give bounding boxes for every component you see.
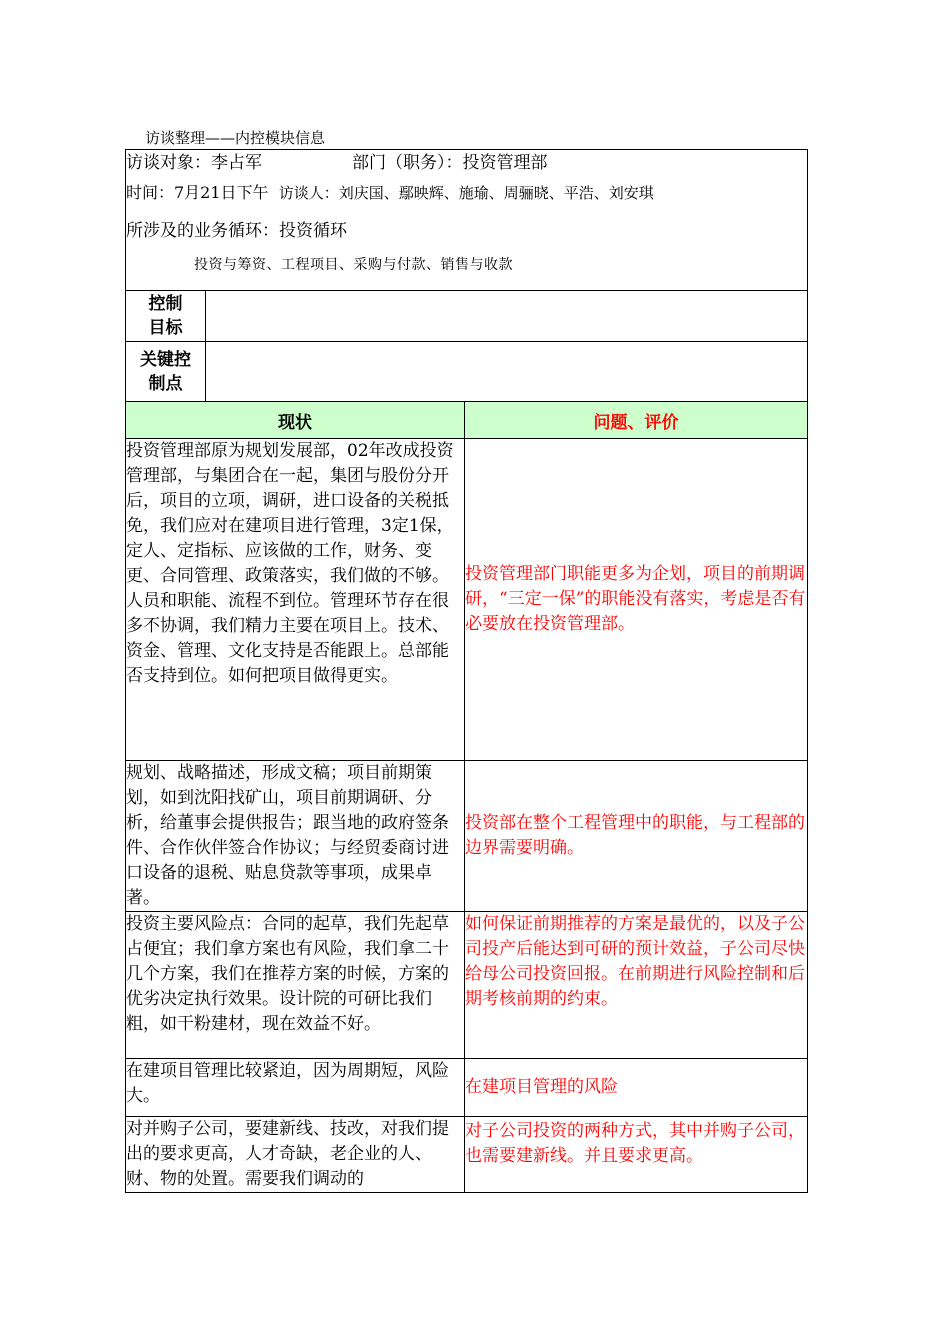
table-row <box>126 912 808 1059</box>
control-objective-value <box>206 291 808 342</box>
header-cell <box>126 150 808 291</box>
business-cycle: 所涉及的业务循环：投资循环 <box>126 221 347 241</box>
business-cycle-items: 投资与筹资、工程项目、采购与付款、销售与收款 <box>194 257 513 273</box>
interviewee: 访谈对象：李占军 <box>126 153 262 173</box>
time-line <box>126 182 807 220</box>
issue-cell: 如何保证前期推荐的方案是最优的，以及子公司投产后能达到可研的预计效益，子公司尽快给母公司投资回报。在前期进行风险控制和后期考核前期的约束。 <box>465 912 808 1059</box>
control-objective-label: 控制目标 <box>126 291 206 342</box>
interview-table <box>125 149 808 1193</box>
interviewee-line <box>126 150 807 182</box>
header-row <box>126 150 808 291</box>
issue-cell: 在建项目管理的风险 <box>465 1059 808 1117</box>
issue-cell: 投资部在整个工程管理中的职能，与工程部的边界需要明确。 <box>465 761 808 912</box>
table-row <box>126 439 808 761</box>
control-objective-row <box>126 291 808 342</box>
status-column-header: 现状 <box>126 402 465 439</box>
issue-cell: 投资管理部门职能更多为企划，项目的前期调研，“三定一保”的职能没有落实，考虑是否有必要放在投资管理部。 <box>465 439 808 761</box>
issues-column-header: 问题、评价 <box>465 402 808 439</box>
interviewers: 访谈人：刘庆国、鄢映辉、施瑜、周骊晓、平浩、刘安琪 <box>278 184 654 202</box>
department: 部门（职务）：投资管理部 <box>352 153 548 173</box>
interview-time: 时间：7月21日下午 <box>126 183 269 202</box>
status-cell: 在建项目管理比较紧迫，因为周期短，风险大。 <box>126 1059 465 1117</box>
key-control-point-row <box>126 342 808 402</box>
table-row <box>126 1117 808 1193</box>
status-cell: 规划、战略描述，形成文稿；项目前期策划，如到沈阳找矿山，项目前期调研、分析，给董事会提供报告；跟当地的政府签条件、合作伙伴签合作协议；与经贸委商讨进口设备的退税、贴息贷款等事项，成果卓著。 <box>126 761 465 912</box>
table-row <box>126 1059 808 1117</box>
issue-cell: 对子公司投资的两种方式，其中并购子公司，也需要建新线。并且要求更高。 <box>465 1117 808 1193</box>
document-title: 访谈整理——内控模块信息 <box>145 129 326 147</box>
key-control-point-label: 关键控制点 <box>126 342 206 402</box>
status-cell: 投资管理部原为规划发展部，02年改成投资管理部，与集团合在一起，集团与股份分开后，项目的立项，调研，进口设备的关税抵免，我们应对在建项目进行管理，3定1保，定人、定指标、应该做的工作，财务、变更、合同管理、政策落实，我们做的不够。人员和职能、流程不到位。管理环节存在很多不协调，我们精力主要在项目上。技术、资金、管理、文化支持是否能跟上。总部能否支持到位。如何把项目做得更实。 <box>126 439 465 761</box>
table-row <box>126 761 808 912</box>
status-cell: 投资主要风险点：合同的起草，我们先起草占便宜；我们拿方案也有风险，我们拿二十几个方案，我们在推荐方案的时候，方案的优劣决定执行效果。设计院的可研比我们粗，如干粉建材，现在效益不好。 <box>126 912 465 1059</box>
key-control-point-value <box>206 342 808 402</box>
column-header-row <box>126 402 808 439</box>
status-cell: 对并购子公司，要建新线、技改，对我们提出的要求更高，人才奇缺，老企业的人、财、物的处置。需要我们调动的 <box>126 1117 465 1193</box>
